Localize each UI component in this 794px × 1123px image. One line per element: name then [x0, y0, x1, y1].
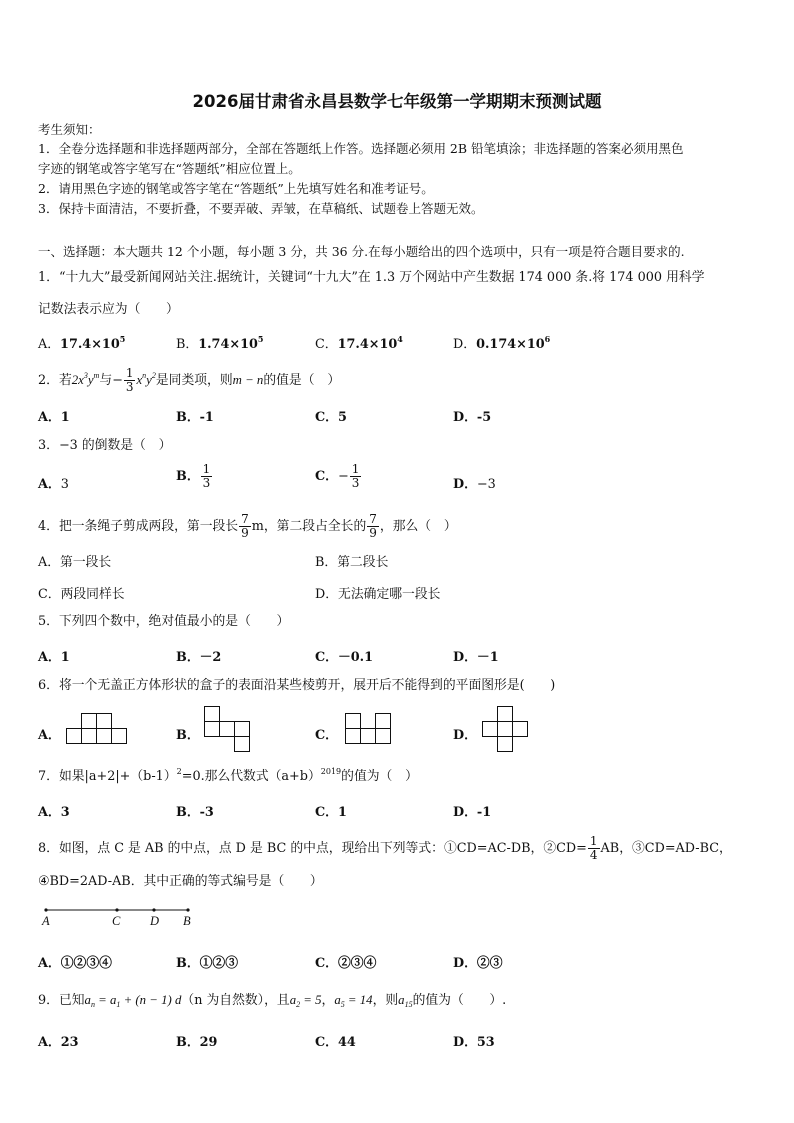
q2-option-b: B．-1	[176, 410, 214, 425]
q4-option-c: C．两段同样长	[38, 587, 125, 602]
q7-option-d: D．-1	[453, 805, 492, 820]
q5-option-c: C．－0.1	[315, 650, 374, 665]
q2-option-a: A．1	[38, 410, 70, 425]
q7-exponent-1: 2	[176, 767, 182, 776]
q2-option-c: C．5	[315, 410, 347, 425]
q4-stem	[38, 513, 457, 540]
notice-line-2: 2．请用黑色字迹的钢笔或答字笔在“答题纸”上先填写姓名和准考证号。	[38, 181, 434, 196]
q4-text-post: ，那么（ ）	[379, 519, 457, 534]
fraction: $\frac{7}{9}$	[369, 512, 377, 540]
option-label: A．	[38, 337, 61, 352]
q8-text-post: AB，③CD=AD-BC，	[600, 841, 732, 856]
q8-option-c: C．②③④	[315, 956, 377, 971]
q9-stem	[38, 991, 506, 1010]
q8-option-a: A．①②③④	[38, 956, 112, 971]
q1-option-b	[176, 333, 263, 352]
option-value: 1.74×10	[198, 337, 258, 352]
option-label: B．	[176, 469, 200, 484]
q1-option-a	[38, 333, 125, 352]
option-label: C．	[315, 337, 338, 352]
q8-text-pre: 8．如图，点 C 是 AB 的中点，点 D 是 BC 的中点，现给出下列等式：①CD=AC-DB，②CD=	[38, 841, 587, 856]
label-b: B	[183, 914, 191, 928]
q9-formula: $a_n = a_1 + (n - 1)$ d	[84, 993, 182, 1009]
q3-option-a	[38, 473, 69, 492]
q7-text-mid: =0.那么代数式（a+b）	[181, 769, 321, 784]
q5-option-b: B．－2	[176, 650, 222, 665]
label-c: C	[112, 914, 121, 928]
q5-option-a: A．1	[38, 650, 70, 665]
option-value: 17.4×10	[337, 337, 398, 352]
q8-stem-line2: ④BD=2AD-AB．其中正确的等式编号是（ ）	[38, 874, 323, 889]
q7-text-pre: 7．如果|a+2|+（b-1）	[38, 769, 177, 784]
q2-text-mid: 与	[99, 373, 113, 388]
q2-term-1: $2x^3y^m$	[71, 371, 100, 387]
option-label: B．	[176, 337, 199, 352]
q3-option-b	[176, 463, 213, 490]
q1-option-d	[453, 333, 550, 352]
q9-a5: $a_5 = 14$	[334, 993, 373, 1009]
notice-line-3: 3．保持卡面清洁，不要折叠，不要弄破、弄皱，在草稿纸、试题卷上答题无效。	[38, 201, 484, 216]
q2-text-pre: 2．若	[38, 373, 72, 388]
q9-text-pre: 9．已知	[38, 993, 85, 1008]
point-d	[152, 908, 155, 911]
q9-text-end: 的值为（ ）.	[412, 993, 507, 1008]
q2-option-d: D．-5	[453, 410, 492, 425]
option-value: 17.4×10	[60, 337, 120, 352]
option-exponent: 6	[544, 334, 551, 344]
option-label: D．	[453, 477, 477, 492]
notice-heading: 考生须知：	[38, 122, 101, 137]
q2-term-2: − $\frac{1}{3}$ $x^ny^2$	[112, 366, 156, 394]
point-c	[115, 908, 118, 911]
q9-option-d: D．53	[453, 1035, 495, 1050]
q9-option-a: A．23	[38, 1035, 79, 1050]
q9-a15: $a_{15}$	[398, 993, 413, 1009]
q8-option-d: D．②③	[453, 956, 503, 971]
option-exponent: 4	[397, 334, 403, 344]
q9-a2: $a_2 = 5$	[289, 993, 322, 1009]
q5-stem: 5．下列四个数中，绝对值最小的是（ ）	[38, 614, 290, 629]
q2-text-post: 是同类项，则	[155, 373, 233, 388]
q9-text-then: ，则	[372, 993, 399, 1008]
q3-stem: 3．−3 的倒数是（ ）	[38, 438, 172, 453]
q4-option-d: D．无法确定哪一段长	[315, 587, 441, 602]
q9-comma: ，	[321, 993, 335, 1008]
option-exponent: 5	[257, 334, 264, 344]
q9-option-b: B．29	[176, 1035, 218, 1050]
fraction: $\frac{1}{3}$	[351, 462, 360, 490]
point-b	[186, 908, 189, 911]
q1-option-c	[315, 333, 403, 352]
q6-option-d-label: D．	[453, 728, 477, 743]
q6-option-c-label: C．	[315, 728, 338, 743]
q7-stem	[38, 768, 418, 786]
q5-option-d: D．－1	[453, 650, 499, 665]
q4-text-mid: m，第二段占全长的	[251, 519, 367, 534]
label-a: A	[42, 914, 50, 928]
label-d: D	[150, 914, 160, 928]
notice-line-1b: 字迹的钢笔或答字笔写在“答题纸”相应位置上。	[38, 161, 301, 176]
fraction: $\frac{1}{4}$	[589, 834, 598, 862]
q3-option-c: C．− $\frac{1}{3}$	[315, 462, 360, 490]
option-value: −3	[476, 477, 496, 492]
fraction: $\frac{7}{9}$	[241, 512, 249, 540]
q1-stem-line2: 记数法表示应为（ ）	[38, 302, 179, 317]
option-exponent: 5	[119, 334, 126, 344]
q1-stem-line1: 1．“十九大”最受新闻网站关注.据统计，关键词“十九大”在 1.3 万个网站中产生数据 174 000 条.将 174 000 用科学	[38, 270, 705, 285]
q7-option-c: C．1	[315, 805, 347, 820]
q6-stem: 6．将一个无盖正方体形状的盒子的表面沿某些棱剪开，展开后不能得到的平面图形是( )	[38, 678, 556, 693]
q3-option-d	[453, 473, 496, 492]
q8-stem-line1	[38, 835, 732, 862]
option-label: C．	[315, 469, 338, 484]
section-heading: 一、选择题：本大题共 12 个小题，每小题 3 分，共 36 分.在每小题给出的四个选项中，只有一项是符合题目要求的.	[38, 244, 685, 259]
q7-exponent-2: 2019	[320, 767, 342, 776]
q7-text-post: 的值为（ ）	[341, 769, 418, 784]
option-value: 0.174×10	[476, 337, 545, 352]
notice-line-1a: 1．全卷分选择题和非选择题两部分，全部在答题纸上作答。选择题必须用 2B 铅笔填涂；非选择题的答案必须用黑色	[38, 141, 684, 156]
option-label: A．	[38, 477, 61, 492]
q7-option-b: B．-3	[176, 805, 214, 820]
q4-option-b: B．第二段长	[315, 555, 389, 570]
q8-option-b: B．①②③	[176, 956, 239, 971]
point-a	[44, 908, 47, 911]
q4-text-pre: 4．把一条绳子剪成两段，第一段长	[38, 519, 239, 534]
q7-option-a: A．3	[38, 805, 70, 820]
fraction: $\frac{1}{3}$	[202, 462, 211, 490]
q6-option-a-label: A．	[38, 728, 61, 743]
q9-condition: （n 为自然数），且	[181, 993, 290, 1008]
option-label: D．	[453, 337, 477, 352]
option-value: 3	[60, 477, 69, 492]
q2-stem	[38, 367, 340, 394]
q2-expr: m − n	[232, 373, 264, 387]
q4-option-a: A．第一段长	[38, 555, 112, 570]
q9-option-c: C．44	[315, 1035, 356, 1050]
page-title: 2026届甘肃省永昌县数学七年级第一学期期末预测试题	[192, 92, 602, 111]
q2-text-end: 的值是（ ）	[263, 373, 341, 388]
q6-option-b-label: B．	[176, 728, 200, 743]
